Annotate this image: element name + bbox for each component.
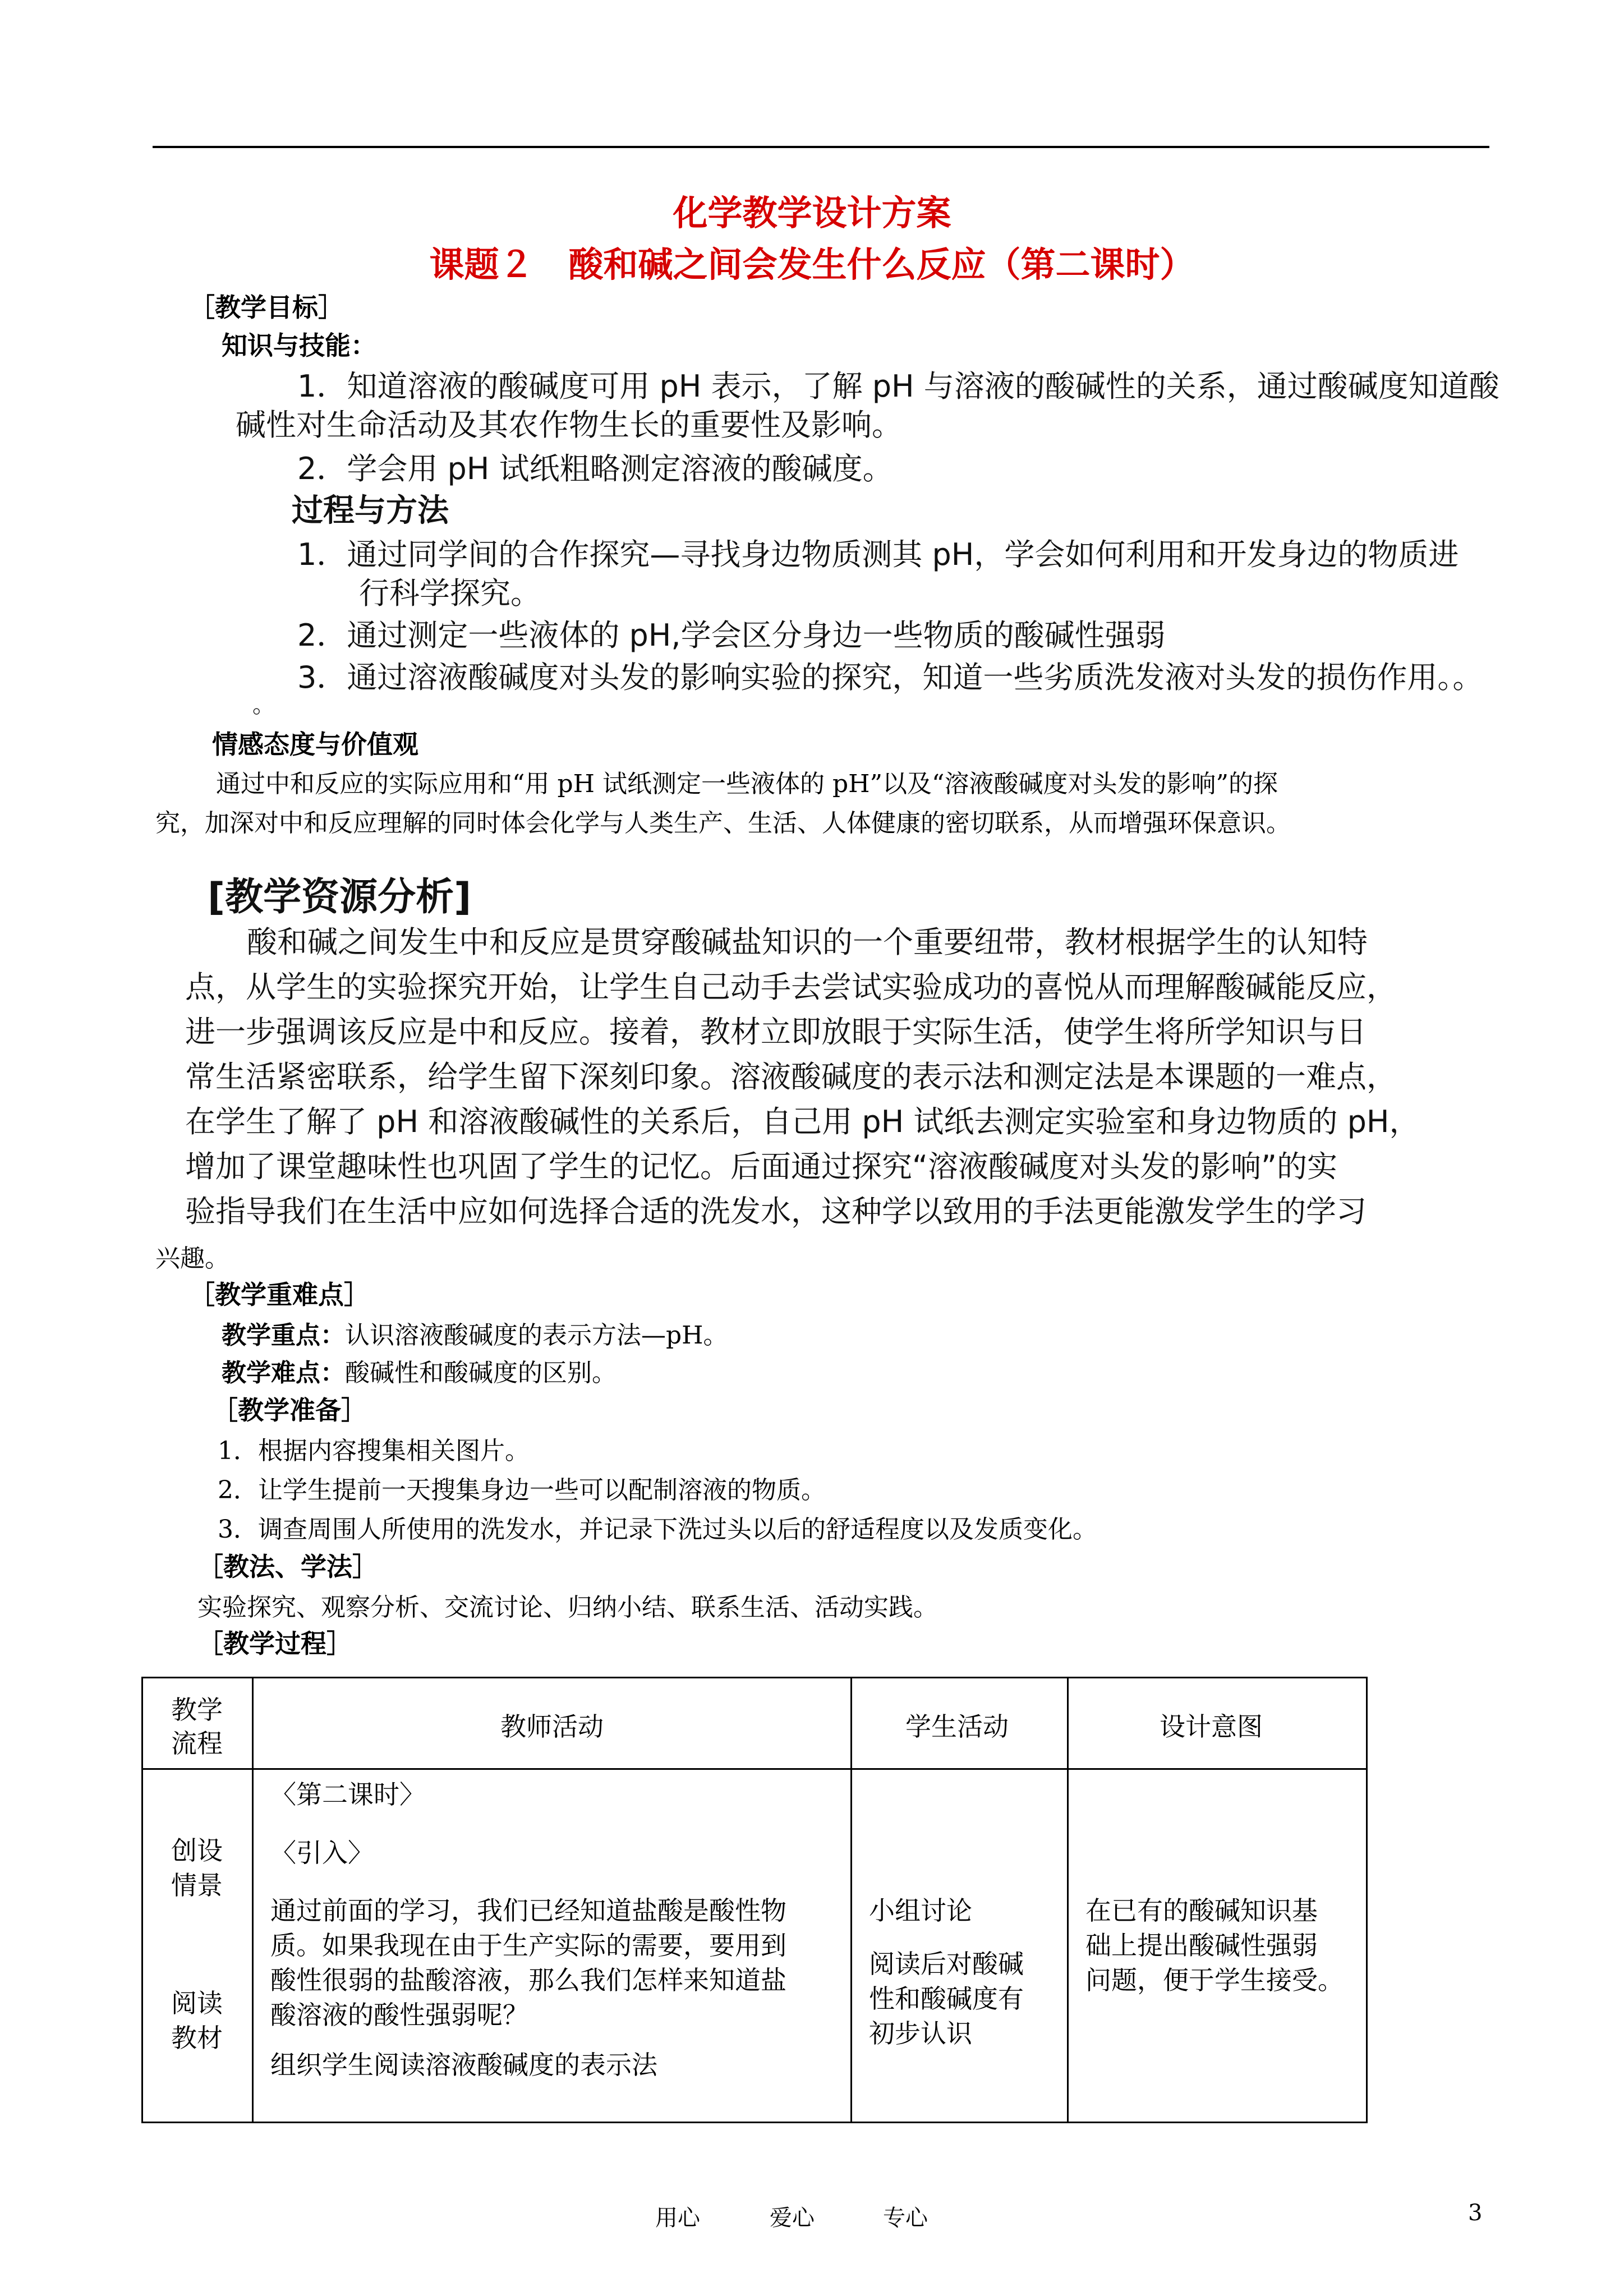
goals-heading: ［教学目标］	[189, 292, 344, 323]
difficulty-row	[222, 1352, 617, 1388]
intent-line-2: 础上提出酸碱性强弱	[1085, 1930, 1318, 1961]
process-table	[141, 1677, 1368, 2123]
resource-line-5: 在学生了解了 pH 和溶液酸碱性的关系后，自己用 pH 试纸去测定实验室和身边物质的 pH，	[185, 1104, 1420, 1139]
teacher-line-5: 酸性很弱的盐酸溶液，那么我们怎样来知道盐	[270, 1965, 786, 1995]
emotion-line-2: 究，加深对中和反应理解的同时体会化学与人类生产、生活、人体健康的密切联系，从而增强环保意识。	[155, 809, 1291, 838]
teacher-line-1: 〈第二课时〉	[270, 1779, 425, 1810]
footer-item-3: 专心	[883, 2205, 928, 2231]
col-flow-header	[142, 1678, 253, 1769]
resource-line-4: 常生活紧密联系，给学生留下深刻印象。溶液酸碱度的表示法和测定法是本课题的一难点，	[185, 1059, 1397, 1094]
col-student-header	[852, 1678, 1068, 1769]
resource-line-7: 验指导我们在生活中应如何选择合适的洗发水，这种学以致用的手法更能激发学生的学习	[185, 1194, 1367, 1229]
process-table-heading: ［教学过程］	[197, 1628, 352, 1659]
difficulty-label: 教学难点：	[222, 1359, 345, 1387]
resource-line-1: 酸和碱之间发生中和反应是贯穿酸碱盐知识的一个重要纽带，教材根据学生的认知特	[247, 924, 1368, 960]
flow-a-line-2: 情景	[171, 1870, 223, 1901]
resource-tail: 兴趣。	[155, 1244, 229, 1273]
col-teacher-header	[253, 1678, 852, 1769]
prep-item-1: 1．根据内容搜集相关图片。	[218, 1437, 530, 1465]
col-student-header-label: 学生活动	[905, 1711, 1009, 1742]
process-item-dot: 。	[252, 692, 275, 718]
process-heading: 过程与方法	[292, 493, 449, 529]
table-header-row	[142, 1678, 1367, 1769]
teacher-line-6: 酸溶液的酸性强弱呢？	[270, 2000, 528, 2030]
page-number: 3	[1468, 2200, 1483, 2226]
prep-heading: ［教学准备］	[212, 1395, 367, 1425]
difficulty-text: 酸碱性和酸碱度的区别。	[345, 1359, 617, 1387]
footer-item-2: 爱心	[770, 2205, 815, 2231]
focus-text: 认识溶液酸碱度的表示方法—pH。	[345, 1321, 728, 1350]
process-item-1-cont: 行科学探究。	[359, 576, 541, 611]
col-intent-header-label: 设计意图	[1160, 1711, 1263, 1742]
footer-item-1: 用心	[655, 2205, 700, 2231]
knowledge-item-1: 1．知道溶液的酸碱度可用 pH 表示，了解 pH 与溶液的酸碱性的关系，通过酸碱度知道酸	[297, 369, 1499, 404]
process-item-3: 3．通过溶液酸碱度对头发的影响实验的探究，知道一些劣质洗发液对头发的损伤作用。。	[297, 660, 1483, 695]
student-line-4: 初步认识	[869, 2018, 972, 2049]
cell-flow	[142, 1769, 253, 2123]
teacher-line-2: 〈引入〉	[270, 1838, 374, 1868]
process-item-1: 1．通过同学间的合作探究—寻找身边物质测其 pH，学会如何利用和开发身边的物质进	[297, 537, 1459, 572]
student-line-2: 阅读后对酸碱	[869, 1949, 1024, 1979]
student-line-1: 小组讨论	[869, 1895, 972, 1926]
emotion-heading: 情感态度与价值观	[212, 729, 418, 760]
resource-line-2: 点，从学生的实验探究开始，让学生自己动手去尝试实验成功的喜悦从而理解酸碱能反应，	[185, 969, 1397, 1005]
keypoints-heading: ［教学重难点］	[189, 1280, 370, 1310]
col-flow-header-line-1: 教学	[171, 1695, 223, 1725]
cell-intent	[1068, 1769, 1367, 2123]
resource-heading: [教学资源分析]	[208, 875, 472, 919]
teacher-line-4: 质。如果我现在由于生产实际的需要，要用到	[270, 1930, 786, 1961]
prep-item-2: 2．让学生提前一天搜集身边一些可以配制溶液的物质。	[218, 1476, 826, 1504]
teacher-line-3: 通过前面的学习，我们已经知道盐酸是酸性物	[270, 1895, 786, 1926]
focus-row	[222, 1315, 728, 1351]
col-intent-header	[1068, 1678, 1367, 1769]
col-flow-header-line-2: 流程	[171, 1728, 223, 1759]
methods-heading: ［教法、学法］	[197, 1552, 378, 1582]
flow-b-line-2: 教材	[171, 2023, 223, 2053]
header-rule	[153, 146, 1489, 148]
process-item-2: 2．通过测定一些液体的 pH,学会区分身边一些物质的酸碱性强弱	[297, 618, 1166, 653]
cell-student	[852, 1769, 1068, 2123]
emotion-line-1: 通过中和反应的实际应用和“用 pH 试纸测定一些液体的 pH”以及“溶液酸碱度对头发的影响”的探	[216, 770, 1278, 798]
flow-a-line-1: 创设	[171, 1835, 223, 1866]
teacher-line-7: 组织学生阅读溶液酸碱度的表示法	[270, 2050, 657, 2080]
student-line-3: 性和酸碱度有	[869, 1984, 1024, 2014]
resource-line-3: 进一步强调该反应是中和反应。接着，教材立即放眼于实际生活，使学生将所学知识与日	[185, 1014, 1367, 1050]
intent-line-1: 在已有的酸碱知识基	[1085, 1895, 1318, 1926]
document-subtitle: 课题２ 酸和碱之间会发生什么反应（第二课时）	[429, 244, 1195, 285]
knowledge-item-2: 2．学会用 pH 试纸粗略测定溶液的酸碱度。	[297, 451, 893, 486]
knowledge-heading: 知识与技能：	[222, 330, 376, 361]
prep-item-3: 3．调查周围人所使用的洗发水，并记录下洗过头以后的舒适程度以及发质变化。	[218, 1515, 1097, 1544]
focus-label: 教学重点：	[222, 1321, 345, 1350]
cell-teacher	[253, 1769, 852, 2123]
document-title: 化学教学设计方案	[673, 192, 951, 233]
intent-line-3: 问题，便于学生接受。	[1085, 1965, 1344, 1995]
table-row	[142, 1769, 1367, 2123]
flow-b-line-1: 阅读	[171, 1988, 223, 2018]
resource-line-6: 增加了课堂趣味性也巩固了学生的记忆。后面通过探究“溶液酸碱度对头发的影响”的实	[185, 1149, 1337, 1184]
methods-text: 实验探究、观察分析、交流讨论、归纳小结、联系生活、活动实践。	[197, 1593, 938, 1622]
knowledge-item-1-cont: 碱性对生命活动及其农作物生长的重要性及影响。	[236, 407, 902, 443]
col-teacher-header-label: 教师活动	[500, 1711, 604, 1742]
